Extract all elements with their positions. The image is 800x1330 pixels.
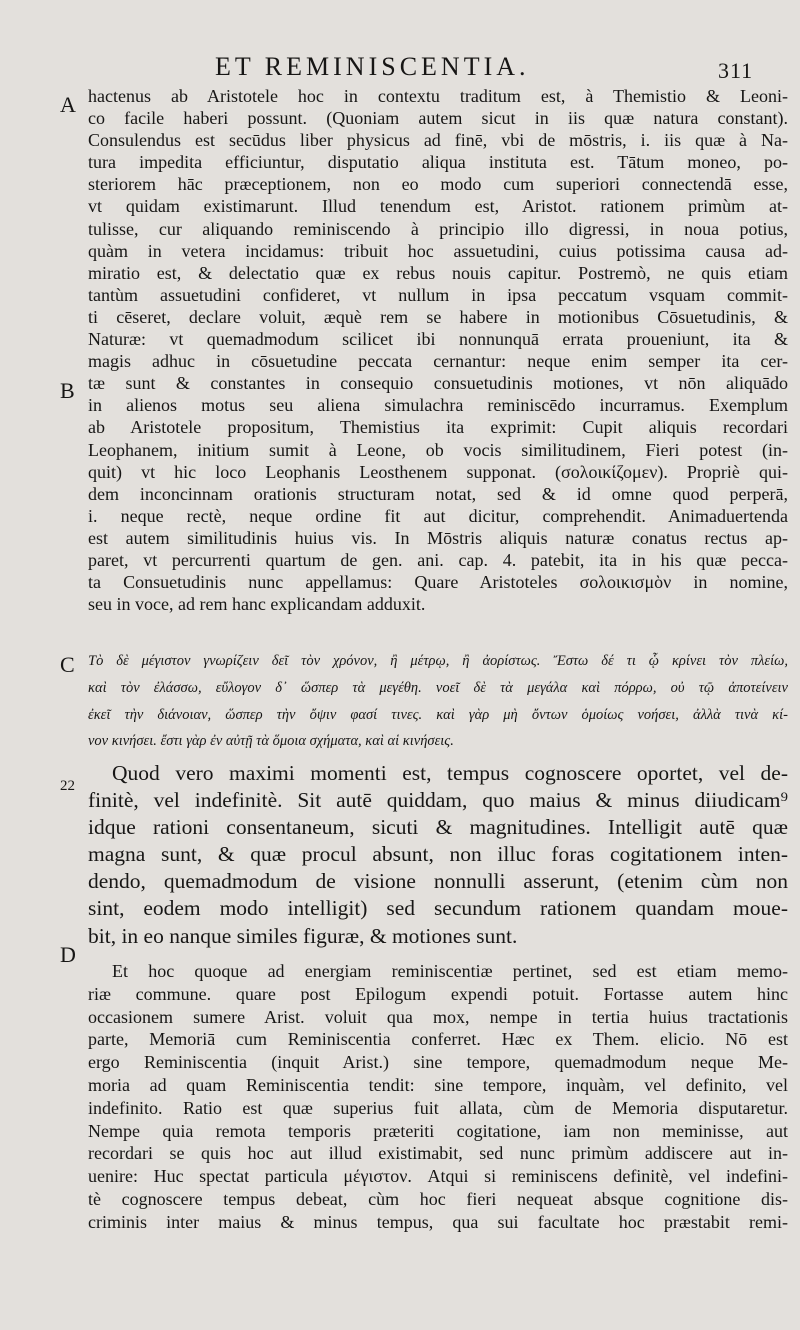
text-line: hactenus ab Aristotele hoc in contextu traditum est, à Themistio & Leoni- bbox=[88, 86, 788, 106]
latin-translation bbox=[88, 760, 788, 950]
margin-letter-b: B bbox=[60, 378, 75, 403]
text-line: ta Consuetudinis nunc appellamus: Quare Aristoteles σολοικισμὸν in nomine, bbox=[88, 572, 788, 593]
translation-line: bit, in eo nanque similes figuræ, & motiones sunt. bbox=[88, 923, 518, 948]
text-line: quàm in vetera incidamus: tribuit hoc assuetudini, cuius potissima causa ad- bbox=[88, 240, 788, 261]
text-line: tæ sunt & constantes in consequio consuetudinis motiones, vt nōn aliquādo bbox=[88, 373, 788, 394]
text-line: moria ad quam Reminiscentia tendit: sine tempore, inquàm, vel definito, vel bbox=[88, 1074, 788, 1095]
translation-line: idque rationi consentaneum, sicuti & magnitudines. Intelligit autē quæ bbox=[88, 815, 788, 840]
margin-number: 22 bbox=[60, 778, 75, 794]
text-line: co facile haberi possunt. (Quoniam autem sicut in iis quæ natura constant). bbox=[88, 108, 788, 129]
text-line: i. neque rectè, neque ordine fit aut dicitur, comprehendit. Animaduertenda bbox=[88, 505, 788, 526]
commentary-top bbox=[88, 85, 788, 615]
greek-line: νον κινήσει. ἔστι γὰρ ἐν αὐτῇ τὰ ὅμοια σχήματα, καὶ αἱ κινήσεις. bbox=[88, 733, 454, 750]
text-line: tura impedita efficiuntur, disputatio aliqua instituta est. Tātum moneo, po- bbox=[88, 152, 788, 173]
translation-line: sint, eodem modo intelligit) sed secundum rationem quandam moue- bbox=[88, 896, 788, 921]
translation-line: magna sunt, & quæ procul absunt, non illuc foras cogitationem inten- bbox=[88, 842, 788, 867]
translation-line: Quod vero maximi momenti est, tempus cognoscere oportet, vel de- bbox=[112, 761, 788, 785]
commentary-bottom bbox=[88, 960, 788, 1234]
text-line: parte, Memoriā cum Reminiscentia conferret. Hæc ex Them. elicio. Nō est bbox=[88, 1029, 788, 1050]
text-line: tantùm assuetudini confideret, vt nullum in ipsa peccatum vsquam commit- bbox=[88, 284, 788, 305]
text-line: paret, vt percurrenti quartum de gen. ani. cap. 4. patebit, ita in his quæ pecca- bbox=[88, 549, 788, 570]
text-line: tè cognoscere tempus debeat, cùm hoc fieri nequeat absque cognitione dis- bbox=[88, 1188, 788, 1209]
margin-letter-c: C bbox=[60, 652, 75, 677]
text-line: seu in voce, ad rem hanc explicandam adduxit. bbox=[88, 594, 426, 615]
text-line: Et hoc quoque ad energiam reminiscentiæ pertinet, sed est etiam memo- bbox=[112, 961, 788, 981]
text-line: dem inconcinnam orationis structuram notat, sed & id omne quod perperā, bbox=[88, 483, 788, 504]
text-line: criminis inter maius & minus tempus, qua sui facultate hoc præstabit remi- bbox=[88, 1211, 788, 1232]
text-line: steriorem hāc præceptionem, non eo modo cum superiori connectendā esse, bbox=[88, 174, 788, 195]
margin-letter-d: D bbox=[60, 942, 76, 967]
text-line: ergo Reminiscentia (inquit Arist.) sine tempore, quemadmodum neque Me- bbox=[88, 1052, 788, 1073]
text-line: vt quidam existimarunt. Illud tenendum est, Aristot. rationem primùm at- bbox=[88, 196, 788, 217]
text-line: Consulendus est secūdus liber physicus ad finē, vbi de mōstris, i. iis quæ à Na- bbox=[88, 130, 788, 151]
text-line: magis adhuc in cōsuetudine peccata cernantur: neque enim semper ita cer- bbox=[88, 351, 788, 372]
text-line: ab Aristotele propositum, Themistius ita exprimit: Cupit aliquis recordari bbox=[88, 417, 788, 438]
text-line: uenire: Huc spectat particula μέγιστον. Atqui si reminiscens definitè, vel indefini- bbox=[88, 1166, 788, 1187]
greek-line: καὶ τὸν ἐλάσσω, εὔλογον δ᾽ ὥσπερ τὰ μεγέθη. νοεῖ δὲ τὰ μεγάλα καὶ πόρρω, οὐ τῷ ἀποτείνειν bbox=[88, 679, 788, 696]
text-line: indefinito. Ratio est quæ superius fuit allata, cùm de Memoria disputaretur. bbox=[88, 1097, 788, 1118]
text-line: Nempe quia remota temporis præteriti cogitatione, iam non meminisse, aut bbox=[88, 1120, 788, 1141]
text-line: in alienos motus seu aliena simulachra reminiscēdo incurramus. Exemplum bbox=[88, 395, 788, 416]
text-line: miratio est, & delectatio quæ ex rebus nouis capitur. Postremò, ne quis etiam bbox=[88, 262, 788, 283]
text-line: Leophanem, initium sumit à Leone, ob vocis similitudinem, Fieri potest (in- bbox=[88, 439, 788, 460]
text-line: ti cēseret, declare voluit, æquè rem se habere in motionibus Cōsuetudinis, & bbox=[88, 306, 788, 327]
text-line: quit) vt hic loco Leophanis Leosthenem supponat. (σολοικίζομεν). Propriè qui- bbox=[88, 461, 788, 482]
greek-line: ἐκεῖ τὴν διάνοιαν, ὥσπερ τὴν ὄψιν φασί τινες. καὶ γὰρ μὴ ὄντων ὁμοίως νοήσει, ἀλλὰ τινὰ κί- bbox=[88, 706, 788, 723]
greek-text bbox=[88, 648, 788, 755]
text-line: occasionem sumere Arist. voluit qua mox, nempe in tertia huius tractationis bbox=[88, 1006, 788, 1027]
text-line: tulisse, cur aliquando reminiscendo à principio illo digressi, in noua potius, bbox=[88, 218, 788, 239]
text-line: recordari se quis hoc aut illud existimabit, sed nunc primùm addiscere aut in- bbox=[88, 1143, 788, 1164]
text-line: riæ commune. quare post Epilogum expendi potuit. Fortasse autem hinc bbox=[88, 983, 788, 1004]
running-head: ET REMINISCENTIA. bbox=[215, 52, 530, 81]
page-number: 311 bbox=[718, 58, 754, 83]
text-line: est autem similitudinis huius vis. In Mōstris aliquis naturæ conatus rectus ap- bbox=[88, 527, 788, 548]
text-line: Naturæ: vt quemadmodum scilicet ibi nonnunquā errata proueniunt, ita & bbox=[88, 329, 788, 350]
translation-line: finitè, vel indefinitè. Sit autē quiddam, quo maius & minus diiudicam⁹ bbox=[88, 788, 788, 813]
margin-letter-a: A bbox=[60, 92, 76, 117]
translation-line: dendo, quemadmodum de visione nonnulli asserunt, (etenim cùm non bbox=[88, 869, 788, 894]
greek-line: Τὸ δὲ μέγιστον γνωρίζειν δεῖ τὸν χρόνον, ἢ μέτρῳ, ἢ ἀορίστως. Ἔστω δέ τι ᾧ κρίνει τὸν πλείω, bbox=[88, 653, 788, 669]
